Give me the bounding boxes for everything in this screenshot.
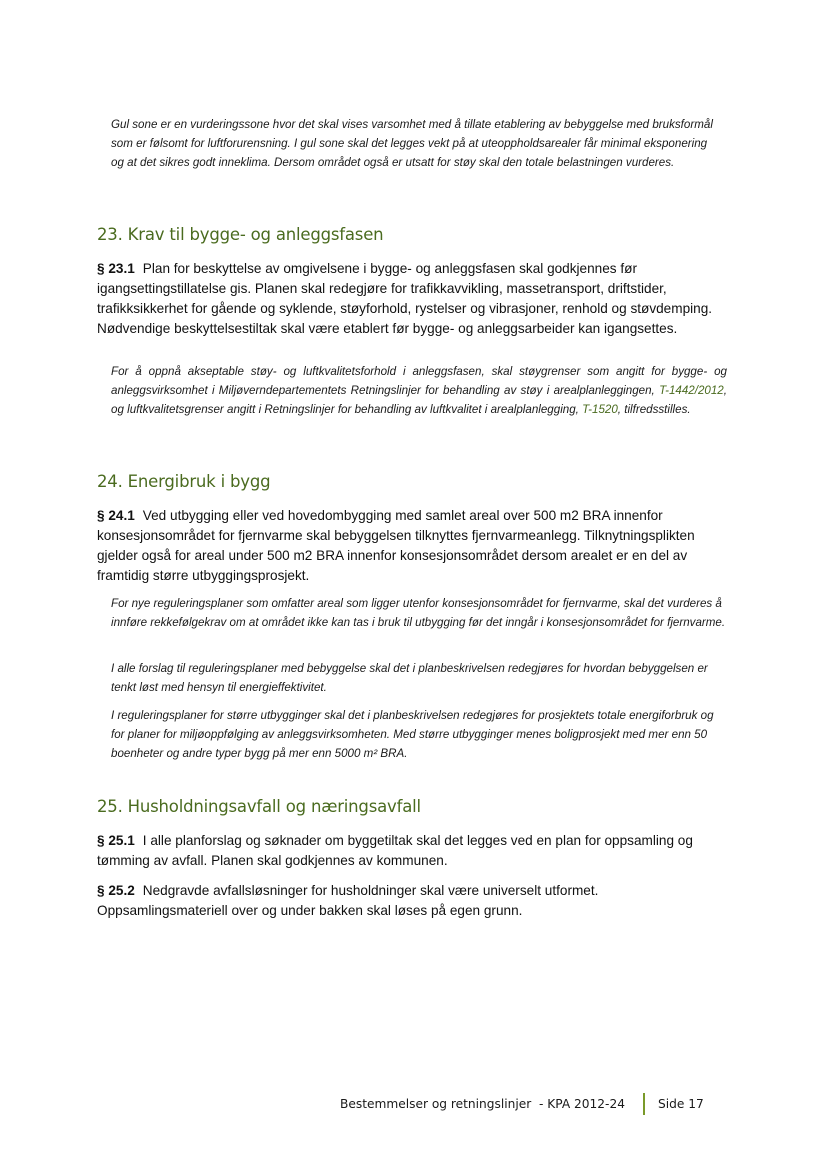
heading-section-25: 25. Husholdningsavfall og næringsavfall [97,797,421,816]
section-number: § 25.2 [97,883,135,898]
paragraph-text: Nedgravde avfallsløsninger for husholdninger skal være universelt utformet. Oppsamlingsmateriell over og under bakken skal løses på egen grunn. [97,883,599,918]
paragraph-25-2 [97,881,725,921]
guideline-24-district-heating: For nye reguleringsplaner som omfatter areal som ligger utenfor konsesjonsområdet for fjernvarme, skal det vurderes å innføre rekkefølgekrav om at området ikke kan tas i bruk til utbygging før det inngår i konsesjonsområdet for fjernvarme. [111,597,726,629]
guideline-text: , tilfredsstilles. [617,403,691,416]
guideline-23 [111,362,727,419]
paragraph-text: Plan for beskyttelse av omgivelsene i bygge- og anleggsfasen skal godkjennes før igangsettingstillatelse gis. Planen skal redegjøre for trafikkavvikling, massetransport, driftstider, trafikksikkerhet for gående og syklende, støyforhold, rystelser og vibrasjoner, renhold og støvdemping. Nødvendige beskyttelsestiltak skal være etablert før bygge- og anleggsarbeider kan igangsettes. [97,261,713,336]
link-t-1442[interactable]: T-1442/2012 [659,384,724,397]
page-footer [340,1093,704,1115]
footer-document-title: Bestemmelser og retningslinjer - KPA 2012-24 [340,1097,625,1111]
section-number: § 25.1 [97,833,135,848]
paragraph-25-1 [97,831,725,871]
heading-section-23: 23. Krav til bygge- og anleggsfasen [97,225,384,244]
paragraph-text: Ved utbygging eller ved hovedombygging med samlet areal over 500 m2 BRA innenfor konsesjonsområdet for fjernvarme skal bebyggelsen tilknyttes fjernvarmeanlegg. Tilknytningsplikten gjelder også for areal under 500 m2 BRA innenfor konsesjonsområdet dersom arealet er en del av framtidig større utbyggingsprosjekt. [97,508,695,583]
link-t-1520[interactable]: T-1520 [582,403,618,416]
paragraph-24-1 [97,506,725,586]
paragraph-text: I alle planforslag og søknader om byggetiltak skal det legges ved en plan for oppsamling og tømming av avfall. Planen skal godkjennes av kommunen. [97,833,693,868]
heading-section-24: 24. Energibruk i bygg [97,472,271,491]
section-number: § 24.1 [97,508,135,523]
footer-page-number: Side 17 [657,1097,704,1111]
paragraph-23-1 [97,259,725,339]
section-number: § 23.1 [97,261,135,276]
guideline-24-large-developments: I reguleringsplaner for større utbygginger skal det i planbeskrivelsen redegjøres for prosjektets totale energiforbruk og for planer for miljøoppfølging av anleggsvirksomheten. Med større utbygginger menes boligprosjekt med mer enn 50 boenheter og andre typer bygg på mer enn 5000 m² BRA. [111,709,714,760]
footer-divider [643,1093,645,1115]
guideline-text: , og luftkvalitetsgrenser angitt i Retningslinjer for behandling av luftkvalitet i arealplanlegging, [111,384,727,416]
guideline-24-energy-efficiency: I alle forslag til reguleringsplaner med bebyggelse skal det i planbeskrivelsen redegjøres for hvordan bebyggelsen er tenkt løst med hensyn til energieffektivitet. [111,662,708,694]
guideline-yellow-zone: Gul sone er en vurderingssone hvor det skal vises varsomhet med å tillate etablering av bebyggelse med bruksformål som er følsomt for luftforurensning. I gul sone skal det legges vekt på at uteoppholdsarealer får minimal eksponering og at det sikres godt inneklima. Dersom området også er utsatt for støy skal den totale belastningen vurderes. [111,118,713,169]
guideline-text: For å oppnå akseptable støy- og luftkvalitetsforhold i anleggsfasen, skal støygrenser som angitt for bygge- og anleggsvirksomhet i Miljøverndepartementets Retningslinjer for behandling av støy i arealplanleggingen, [111,365,727,397]
